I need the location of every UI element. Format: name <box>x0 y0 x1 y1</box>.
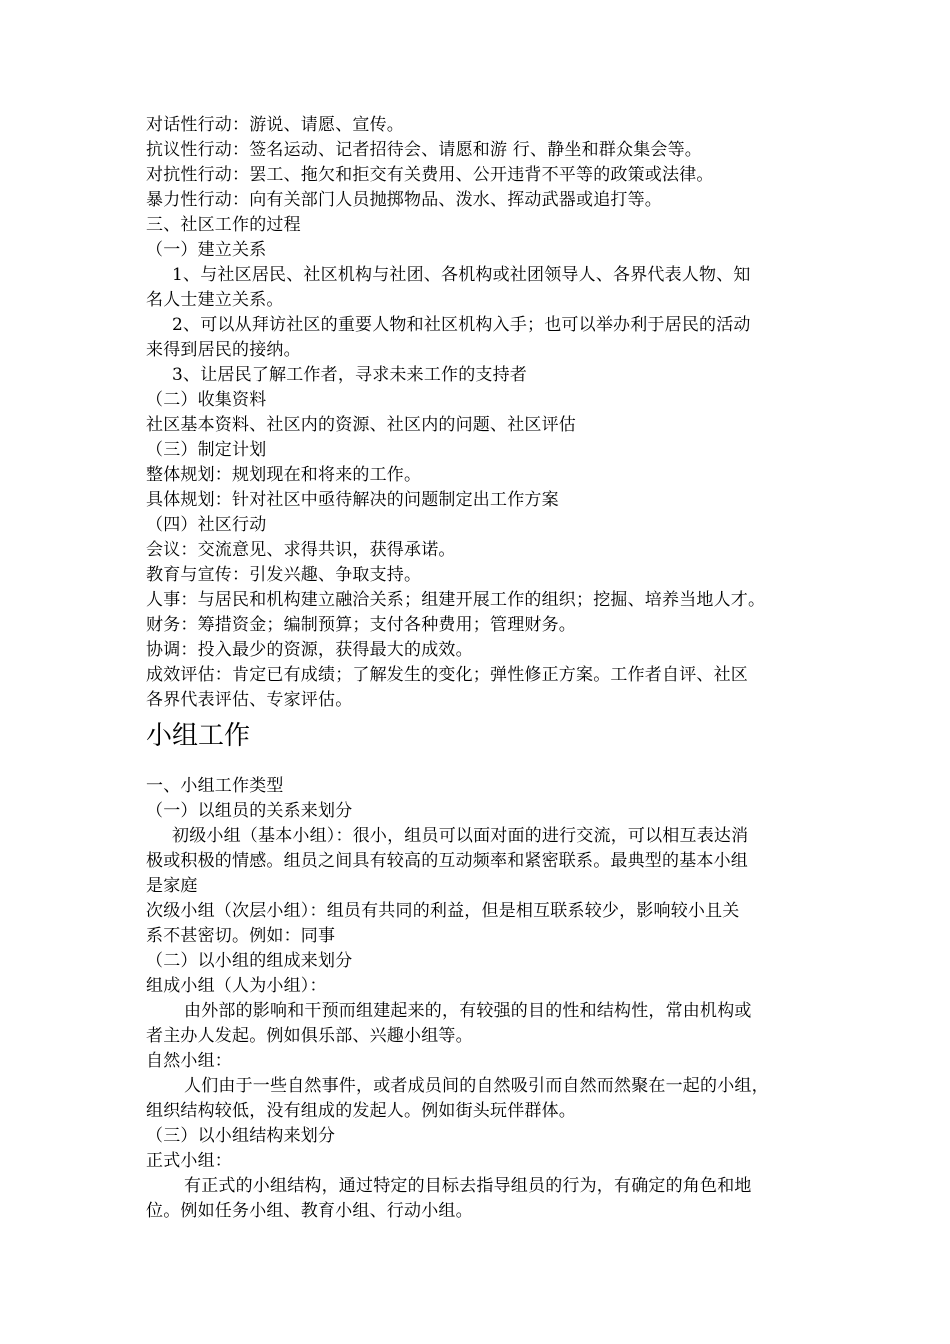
text-line: 三、社区工作的过程 <box>146 215 301 235</box>
text-line: 会议：交流意见、求得共识，获得承诺。 <box>146 540 456 560</box>
text-line: （一）以组员的关系来划分 <box>146 801 353 821</box>
group-work-section <box>146 774 816 1224</box>
text-line: 次级小组（次层小组）：组员有共同的利益，但是相互联系较少，影响较小且关 <box>146 901 740 921</box>
text-line: （四）社区行动 <box>146 515 267 535</box>
text-line: 一、小组工作类型 <box>146 776 284 796</box>
section-heading: 小组工作 <box>146 721 251 751</box>
text-line: 成效评估：肯定已有成绩；了解发生的变化；弹性修正方案。工作者自评、社区 <box>146 665 748 685</box>
text-line: 由外部的影响和干预而组建起来的，有较强的目的性和结构性，常由机构或 <box>184 1001 752 1021</box>
text-line: 者主办人发起。例如俱乐部、兴趣小组等。 <box>146 1026 473 1046</box>
text-line: 系不甚密切。例如：同事 <box>146 926 336 946</box>
text-line: 极或积极的情感。组员之间具有较高的互动频率和紧密联系。最典型的基本小组 <box>146 851 748 871</box>
text-line: 初级小组（基本小组）：很小，组员可以面对面的进行交流，可以相互表达消 <box>172 826 749 846</box>
text-line: 2、可以从拜访社区的重要人物和社区机构入手；也可以举办利于居民的活动 <box>172 315 751 335</box>
text-line: 位。例如任务小组、教育小组、行动小组。 <box>146 1201 473 1221</box>
text-line: 具体规划：针对社区中亟待解决的问题制定出工作方案 <box>146 490 559 510</box>
text-line: （三）制定计划 <box>146 440 267 460</box>
text-line: 抗议性行动：签名运动、记者招待会、请愿和游 行、静坐和群众集会等。 <box>146 140 703 160</box>
text-line: 3、让居民了解工作者，寻求未来工作的支持者 <box>172 365 528 385</box>
text-line: 财务：筹措资金；编制预算；支付各种费用；管理财务。 <box>146 615 576 635</box>
text-line: 来得到居民的接纳。 <box>146 340 301 360</box>
text-line: （二）收集资料 <box>146 390 267 410</box>
text-line: 协调：投入最少的资源，获得最大的成效。 <box>146 640 473 660</box>
text-line: （一）建立关系 <box>146 240 267 260</box>
text-line: 1、与社区居民、社区机构与社团、各机构或社团领导人、各界代表人物、知 <box>172 265 751 285</box>
text-line: 各界代表评估、专家评估。 <box>146 690 353 710</box>
text-line: 对话性行动：游说、请愿、宣传。 <box>146 115 404 135</box>
text-line: 有正式的小组结构，通过特定的目标去指导组员的行为，有确定的角色和地 <box>184 1176 752 1196</box>
text-line: 是家庭 <box>146 876 198 896</box>
document-body <box>146 113 816 1224</box>
text-line: 名人士建立关系。 <box>146 290 284 310</box>
text-line: 教育与宣传：引发兴趣、争取支持。 <box>146 565 422 585</box>
text-line: 组成小组（人为小组）： <box>146 976 327 996</box>
text-line: 对抗性行动：罢工、拖欠和拒交有关费用、公开违背不平等的政策或法律。 <box>146 165 714 185</box>
text-line: （二）以小组的组成来划分 <box>146 951 353 971</box>
text-line: 组织结构较低，没有组成的发起人。例如街头玩伴群体。 <box>146 1101 576 1121</box>
text-line: 整体规划：规划现在和将来的工作。 <box>146 465 422 485</box>
text-line: 自然小组： <box>146 1051 232 1071</box>
text-line: 人事：与居民和机构建立融洽关系；组建开展工作的组织；挖掘、培养当地人才。 <box>146 590 766 610</box>
text-line: 人们由于一些自然事件，或者成员间的自然吸引而自然而然聚在一起的小组， <box>184 1076 769 1096</box>
text-line: 社区基本资料、社区内的资源、社区内的问题、社区评估 <box>146 415 576 435</box>
text-line: 正式小组： <box>146 1151 232 1171</box>
community-work-section <box>146 113 816 713</box>
text-line: 暴力性行动：向有关部门人员抛掷物品、泼水、挥动武器或追打等。 <box>146 190 662 210</box>
text-line: （三）以小组结构来划分 <box>146 1126 336 1146</box>
